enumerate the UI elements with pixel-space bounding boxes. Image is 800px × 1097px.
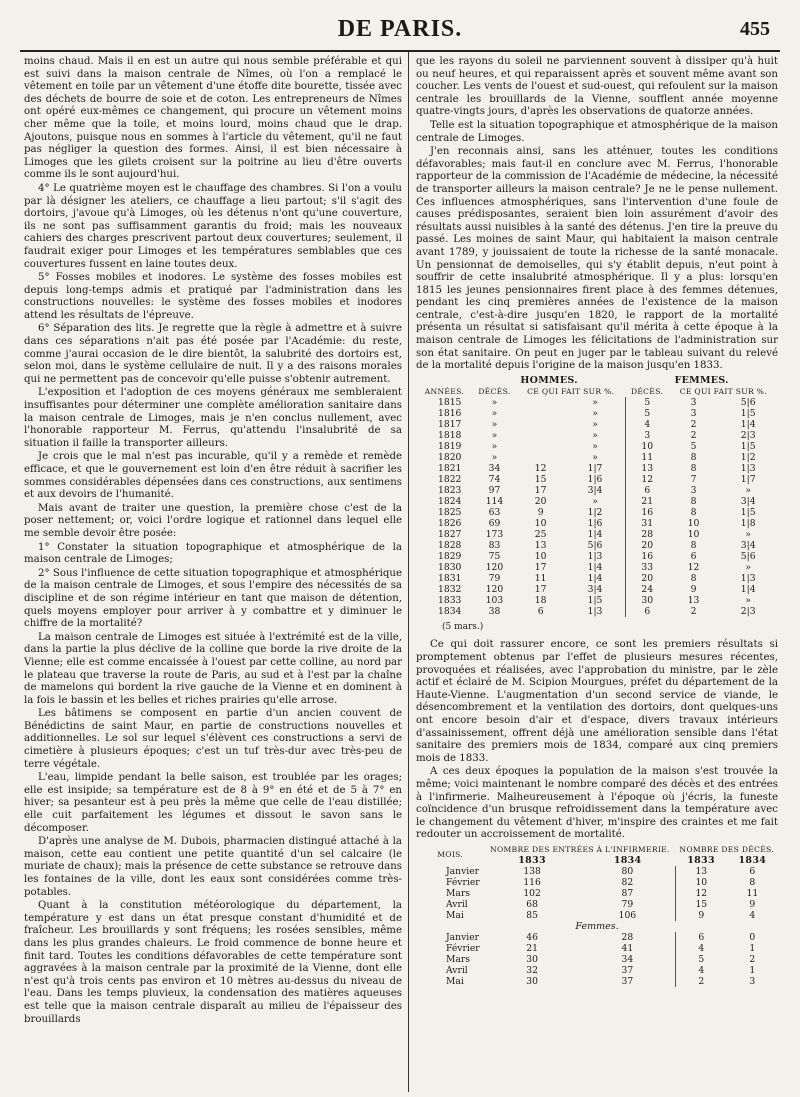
- table-cell: 13: [675, 866, 726, 877]
- table-cell: 30: [526, 975, 538, 987]
- table-row: [416, 430, 778, 441]
- table-cell: 5: [625, 408, 668, 419]
- paragraph: 4° Le quatrième moyen est le chauffage des chambres. Si l'on a voulu par là désigner les ateliers, ce chauffage a lieu partout; s'il s'agit des dortoirs, j'avoue qu'à Limoges, où les détenus n'ont qu'une couverture, ils ne sont pas suffisamment garantis du froid; mais les nouveaux cahiers des charges prescrivent partout deux couvertures; seulement, il faudrait exiger pour Limoges et les températures semblables que ces couvertures fussent en laine toutes deux.: [24, 182, 402, 270]
- table-row: [416, 910, 778, 921]
- table-cell: 1: [749, 942, 756, 954]
- table-cell: 79: [621, 898, 634, 910]
- table-cell: 116: [523, 876, 541, 888]
- table-cell: 3: [690, 407, 697, 419]
- table-cell: 12: [625, 474, 668, 485]
- table-cell: 33: [625, 562, 668, 573]
- table-cell: [516, 430, 565, 441]
- table-cell: 2|3: [740, 429, 756, 441]
- women-subheader: Femmes.: [575, 920, 619, 932]
- table-cell: »: [491, 440, 498, 452]
- table-cell: 16: [625, 507, 668, 518]
- table-cell: 1|7: [740, 473, 756, 485]
- table-cell: 1|5: [587, 594, 603, 606]
- table-cell: 6: [537, 605, 544, 617]
- table-cell: 6: [625, 606, 668, 617]
- men-group-header: HOMMES.: [520, 374, 578, 386]
- table-cell: 3: [625, 430, 668, 441]
- table-cell: 2: [690, 429, 697, 441]
- table-cell: 24: [625, 584, 668, 595]
- month-cell: Avril: [446, 898, 468, 910]
- table-cell: 9: [690, 583, 697, 595]
- table-row: [416, 463, 778, 474]
- table-cell: 8: [690, 506, 697, 518]
- page-number: 455: [740, 18, 770, 40]
- paragraph: L'exposition et l'adoption de ces moyens généraux me sembleraient insuffisantes pour déterminer une complète amélioration sanitaire dans la maison centrale de Limoges, mais je n'en conclus nullement, avec l'honorable rapporteur M. Ferrus, qu'attendu l'insalubrité de sa situation il faille la transporter ailleurs.: [24, 387, 402, 449]
- table-cell: 30: [526, 953, 538, 965]
- table-cell: »: [491, 451, 498, 463]
- table-cell: 8: [690, 451, 697, 463]
- table-cell: 37: [621, 964, 634, 976]
- table-cell: 1|6: [587, 517, 603, 529]
- women-ratio-header: CE QUI FAIT SUR %.: [679, 386, 767, 396]
- table-cell: 21: [625, 496, 668, 507]
- table-cell: 3|4: [587, 484, 603, 496]
- year-header: 1833: [687, 854, 715, 866]
- table-cell: 15: [534, 473, 547, 485]
- year-cell: 1824: [438, 495, 462, 507]
- table-row: [416, 562, 778, 573]
- table-cell: 1|3: [740, 572, 756, 584]
- table-cell: 1|5: [740, 407, 756, 419]
- table-row: [416, 899, 778, 910]
- year-header: 1834: [738, 854, 767, 866]
- table-row: [416, 507, 778, 518]
- year-cell: 1817: [438, 418, 462, 430]
- year-cell: 1820: [438, 451, 462, 463]
- month-cell: Avril: [446, 964, 468, 976]
- table-cell: 5|6: [587, 539, 603, 551]
- table-cell: 12: [687, 561, 700, 573]
- table-cell: »: [491, 396, 498, 408]
- table-cell: 3: [749, 975, 756, 987]
- table-cell: 32: [526, 964, 538, 976]
- table-cell: 1|2: [740, 451, 756, 463]
- table-cell: [516, 397, 565, 408]
- table-cell: 83: [488, 539, 501, 551]
- table-cell: 13: [534, 539, 547, 551]
- table-cell: 1|8: [740, 517, 756, 529]
- year-cell: 1815: [438, 396, 462, 408]
- month-cell: Janvier: [446, 931, 480, 943]
- table-cell: 8: [690, 462, 697, 474]
- table-cell: 0: [749, 931, 756, 943]
- table-cell: 9: [675, 910, 726, 921]
- page-header: [20, 14, 780, 48]
- year-cell: 1823: [438, 484, 462, 496]
- table-cell: 16: [625, 551, 668, 562]
- year-cell: 1826: [438, 517, 462, 529]
- table-cell: [516, 452, 565, 463]
- year-cell: 1831: [438, 572, 462, 584]
- mortality-table-body: [416, 397, 778, 617]
- table-note: (5 mars.): [442, 621, 484, 632]
- column-divider: [408, 52, 409, 1092]
- table-row: [416, 943, 778, 954]
- table-cell: 2|3: [740, 605, 756, 617]
- monthly-table: [416, 844, 778, 987]
- month-cell: Janvier: [446, 865, 480, 877]
- table-cell: 63: [488, 506, 501, 518]
- paragraph: Je crois que le mal n'est pas incurable, qu'il y a remède et remède efficace, et que le gouvernement est loin d'en être réduit à sacrifier les sommes considérables dépensées dans ces constructions, aux sentimens et aux devoirs de l'humanité.: [24, 451, 402, 501]
- paragraph: Ce qui doit rassurer encore, ce sont les premiers résultats si promptement obtenus par l'effet de plusieurs mesures récentes, provoquées et réalisées, avec l'approbation du ministre, par le zèle actif et éclairé de M. Scipion Mourgues, préfet du département de la Haute-Vienne. L'augmentation d'un second service de viande, le désencombrement et la ventilation des dortoirs, dont quelques-uns ont encore besoin d'air et d'espace, divers travaux intérieurs d'assainissement, offrent déjà une amélioration sensible dans l'état sanitaire des premiers mois de 1834, comparé aux cinq premiers mois de 1833.: [416, 639, 778, 764]
- table-cell: 7: [690, 473, 697, 485]
- table-cell: 20: [534, 495, 547, 507]
- men-ratio-header: CE QUI FAIT SUR %.: [527, 386, 615, 396]
- table-cell: 1|4: [740, 418, 756, 430]
- table-row: [416, 408, 778, 419]
- table-cell: 37: [621, 975, 634, 987]
- table-cell: 80: [621, 865, 634, 877]
- year-cell: 1821: [438, 462, 462, 474]
- table-cell: 8: [690, 495, 697, 507]
- table-cell: 17: [534, 583, 547, 595]
- table-cell: 12: [534, 462, 547, 474]
- table-cell: 15: [675, 899, 726, 910]
- paragraph: Mais avant de traiter une question, la première chose c'est de la poser nettement; or, voici l'ordre logique et rationnel dans lequel elle me semble devoir être posée:: [24, 502, 402, 539]
- table-cell: 38: [488, 605, 501, 617]
- table-cell: 20: [625, 573, 668, 584]
- table-row: [416, 485, 778, 496]
- table-cell: 102: [523, 887, 541, 899]
- year-cell: 1830: [438, 561, 462, 573]
- table-cell: 1|4: [740, 583, 756, 595]
- table-cell: 114: [485, 495, 504, 507]
- table-cell: »: [491, 418, 498, 430]
- table-cell: 31: [625, 518, 668, 529]
- table-cell: 10: [687, 517, 700, 529]
- table-cell: 13: [625, 463, 668, 474]
- table-cell: »: [745, 561, 751, 573]
- month-cell: Février: [446, 942, 480, 954]
- page-title: DE PARIS.: [337, 16, 463, 42]
- year-header: 1834: [613, 854, 642, 866]
- paragraph: 2° Sous l'influence de cette situation topographique et atmosphérique de la maison centrale de Limoges, et sous l'empire des nécessités de sa discipline et de son régime intérieur en tant que maison de détention, quels moyens employer pour arriver à y combattre et y diminuer le chiffre de la mortalité?: [24, 567, 402, 630]
- table-cell: 82: [621, 876, 634, 888]
- table-cell: 4: [675, 965, 726, 976]
- table-cell: 5|6: [740, 550, 756, 562]
- table-row: [416, 595, 778, 606]
- table-cell: [516, 419, 565, 430]
- table-row: [416, 441, 778, 452]
- table-cell: 1|5: [740, 506, 756, 518]
- table-cell: »: [592, 418, 598, 430]
- table-cell: 1|7: [587, 462, 603, 474]
- table-cell: 87: [621, 887, 634, 899]
- table-cell: 1|5: [740, 440, 756, 452]
- table-cell: 120: [485, 561, 504, 573]
- table-cell: 3|4: [740, 539, 756, 551]
- table-cell: 18: [534, 594, 547, 606]
- table-cell: 8: [690, 572, 697, 584]
- table-cell: 2: [749, 953, 756, 965]
- paragraph: L'eau, limpide pendant la belle saison, est troublée par les orages; elle est insipide; sa température est de 8 à 9° en été et de 5 à 7° en hiver; sa pesanteur est à peu près la même que celle de l'eau distillée; elle cuit parfaitement les légumes et dissout le savon sans le décomposer.: [24, 772, 402, 834]
- table-cell: 3|4: [740, 495, 756, 507]
- year-cell: 1818: [438, 429, 462, 441]
- table-cell: 74: [488, 473, 501, 485]
- year-cell: 1822: [438, 473, 462, 485]
- table-cell: [516, 441, 565, 452]
- table-cell: 10: [534, 550, 547, 562]
- table-cell: 79: [488, 572, 501, 584]
- table-cell: 1|4: [587, 561, 603, 573]
- year-header: 1833: [518, 854, 546, 866]
- table-cell: 69: [488, 517, 501, 529]
- men-deaths-header: DÉCÈS.: [478, 386, 511, 396]
- table-row: [416, 573, 778, 584]
- table-cell: »: [592, 407, 598, 419]
- table-cell: [516, 408, 565, 419]
- table-cell: 6: [625, 485, 668, 496]
- month-cell: Mars: [446, 887, 470, 899]
- table-cell: 103: [485, 594, 504, 606]
- women-group-header: FEMMES.: [674, 374, 729, 386]
- table-cell: 1: [749, 964, 756, 976]
- table-cell: »: [491, 407, 498, 419]
- table-cell: 3: [690, 396, 697, 408]
- entries-column-header: NOMBRE DES ENTRÉES À L'INFIRMERIE.: [490, 844, 670, 854]
- table-cell: 3: [690, 484, 697, 496]
- mortality-table: [416, 375, 778, 617]
- year-cell: 1827: [438, 528, 462, 540]
- table-cell: 75: [488, 550, 501, 562]
- paragraph: Quant à la constitution météorologique du département, la température y est dans un état presque constant d'humidité et de fraîcheur. Les brouillards y sont fréquens; les rosées sensibles, même dans les plus grandes chaleurs. Le froid commence de bonne heure et finit tard. Toutes les conditions défavorables de cette température sont aggravées à la maison centrale par la proximité de la Vienne, dont elle n'est qu'à trois cents pas environ et 10 mètres au-dessus du niveau de l'eau. Dans les temps pluvieux, la condensation des matières aqueuses est telle que la maison centrale disparaît au milieu de l'épaisseur des brouillards: [24, 900, 402, 1025]
- table-row: [416, 518, 778, 529]
- table-cell: 106: [618, 909, 637, 921]
- table-row: [416, 474, 778, 485]
- table-cell: 1|2: [587, 506, 603, 518]
- table-cell: 5: [625, 397, 668, 408]
- table-cell: 17: [534, 561, 547, 573]
- table-row: [416, 419, 778, 430]
- table-cell: 17: [534, 484, 547, 496]
- table-cell: 2: [675, 976, 726, 987]
- table-cell: 8: [690, 539, 697, 551]
- paragraph: que les rayons du soleil ne parviennent souvent à dissiper qu'à huit ou neuf heures, et qui reparaissent après et souvent même avant son coucher. Les vents de l'ouest et sud-ouest, qui refoulent sur la maison centrale les brouillards de la Vienne, soufflent année moyenne quatre-vingts jours, d'après les observations de quatorze années.: [416, 56, 778, 118]
- table-cell: 12: [675, 888, 726, 899]
- table-cell: 6: [690, 550, 697, 562]
- paragraph: Les bâtimens se composent en partie d'un ancien couvent de Bénédictins de saint Maur, en partie de constructions nouvelles et additionnelles. Le sol sur lequel s'élèvent ces constructions a servi de cimetière à plusieurs époques; c'est un tuf très-dur avec très-peu de terre végétale.: [24, 708, 402, 770]
- table-cell: 10: [687, 528, 700, 540]
- table-cell: »: [592, 495, 598, 507]
- table-cell: 1|3: [587, 550, 603, 562]
- table-cell: 8: [749, 876, 756, 888]
- table-row: [416, 932, 778, 943]
- table-cell: 9: [537, 506, 544, 518]
- paragraph: moins chaud. Mais il en est un autre qui nous semble préférable et qui est suivi dans la maison centrale de Nîmes, où l'on a remplacé le vêtement en toile par un vêtement d'une étoffe dite bourette, tissée avec des déchets de bourre de soie et de coton. Les entrepreneurs de Nîmes ont opéré eux-mêmes ce changement, qui procure un vêtement moins cher même que la toile, et moins lourd, moins chaud que le drap. Ajoutons, puisque nous en sommes à l'article du vêtement, qu'il ne faut pas négliger la question des formes. Ainsi, il est bien nécessaire à Limoges que les gilets croisent sur la poitrine au lieu d'être ouverts comme ils le sont aujourd'hui.: [24, 56, 402, 181]
- table-row: [416, 551, 778, 562]
- table-cell: 4: [749, 909, 756, 921]
- table-cell: 10: [675, 877, 726, 888]
- table-cell: »: [745, 594, 751, 606]
- table-cell: 13: [687, 594, 700, 606]
- paragraph: 1° Constater la situation topographique et atmosphérique de la maison centrale de Limoges;: [24, 541, 402, 566]
- table-cell: 2: [690, 605, 697, 617]
- table-row: [416, 397, 778, 408]
- table-cell: 28: [621, 931, 634, 943]
- month-cell: Mars: [446, 953, 470, 965]
- table-cell: 6: [675, 932, 726, 943]
- table-cell: »: [592, 396, 598, 408]
- table-cell: 41: [621, 942, 634, 954]
- paragraph: Telle est la situation topographique et atmosphérique de la maison centrale de Limoges.: [416, 119, 778, 144]
- year-cell: 1833: [438, 594, 462, 606]
- paragraph: La maison centrale de Limoges est située à l'extrémité est de la ville, dans la partie la plus déclive de la colline que borde la rive droite de la Vienne; elle est comme encaissée à l'ouest par cette colline, au nord par le plateau que traverse la route de Paris, au sud et à l'est par la chaîne de mamelons qui bordent la rive gauche de la Vienne et en dominent à la fois le bassin et les belles et riches prairies qu'elle arrose.: [24, 631, 402, 706]
- year-cell: 1834: [438, 605, 462, 617]
- year-cell: 1832: [438, 583, 462, 595]
- table-cell: 34: [488, 462, 501, 474]
- table-cell: 173: [485, 528, 504, 540]
- table-cell: 6: [749, 865, 756, 877]
- table-cell: 138: [523, 865, 541, 877]
- table-cell: 10: [534, 517, 547, 529]
- table-cell: 1|4: [587, 528, 603, 540]
- table-row: [416, 866, 778, 877]
- table-cell: 11: [625, 452, 668, 463]
- table-cell: »: [745, 528, 751, 540]
- paragraph: A ces deux époques la population de la maison s'est trouvée la même; voici maintenant le nombre comparé des décès et des entrées à l'infirmerie. Malheureusement à l'époque où j'écris, la funeste coïncidence d'un brusque refroidissement dans la température avec le changement du vêtement d'hiver, m'inspire des craintes et me fait redouter un accroissement de mortalité.: [416, 766, 778, 841]
- table-cell: 3|4: [587, 583, 603, 595]
- table-row: [416, 976, 778, 987]
- table-cell: »: [592, 451, 598, 463]
- year-cell: 1828: [438, 539, 462, 551]
- table-cell: 34: [621, 953, 634, 965]
- year-cell: 1825: [438, 506, 462, 518]
- table-row: [416, 877, 778, 888]
- table-row: [416, 584, 778, 595]
- table-cell: 85: [526, 909, 538, 921]
- table-cell: 1|3: [587, 605, 603, 617]
- table-cell: 11: [746, 887, 759, 899]
- year-cell: 1829: [438, 550, 462, 562]
- table-cell: 120: [485, 583, 504, 595]
- year-cell: 1816: [438, 407, 462, 419]
- table-cell: 11: [534, 572, 547, 584]
- month-cell: Mai: [446, 909, 464, 921]
- paragraph: J'en reconnais ainsi, sans les atténuer, toutes les conditions défavorables; mais faut-il en conclure avec M. Ferrus, l'honorable rapporteur de la commission de l'Académie de médecine, la nécessité de transporter ailleurs la maison centrale? Je ne le pense nullement. Ces influences atmosphériques, sans l'intervention d'une foule de causes prédisposantes, seraient bien loin assurément d'avoir des résultats aussi nuisibles à la santé des détenus. J'en tire la preuve du passé. Les moines de saint Maur, qui habitaient la maison centrale avant 1789, y jouissaient de toute la richesse de la santé monacale. Un pensionnat de demoiselles, qui s'y établit depuis, n'eut point à souffrir de cette insalubrité atmosphérique. Il y a plus: lorsqu'en 1815 les jeunes pensionnaires firent place à des femmes détenues, pendant les cinq premières années de l'existence de la maison centrale, c'est-à-dire jusqu'en 1820, le rapport de la mortalité présenta un résultat si satisfaisant qu'il mérita à cette époque à la maison centrale de Limoges les félicitations de l'administration sur son état sanitaire. On peut en juger par le tableau suivant du relevé de la mortalité depuis l'origine de la maison jusqu'en 1833.: [416, 146, 778, 372]
- table-cell: 46: [526, 931, 538, 943]
- table-cell: »: [745, 484, 751, 496]
- paragraph: 6° Séparation des lits. Je regrette que la règle à admettre et à suivre dans ces séparations n'ait pas été posée par l'Académie: du reste, comme j'aurai occasion de le dire bientôt, la salubrité des dortoirs est, selon moi, dans le système cellulaire de nuit. Il y a des raisons morales qui ne permettent pas de concevoir qu'elle puisse s'obtenir autrement.: [24, 323, 402, 385]
- table-cell: 5: [675, 954, 726, 965]
- table-cell: 10: [625, 441, 668, 452]
- month-cell: Février: [446, 876, 480, 888]
- paragraph: D'après une analyse de M. Dubois, pharmacien distingué attaché à la maison, cette eau contient une petite quantité d'un sel calcaire (le muriate de chaux); mais la présence de cette substance se retrouve dans les fontaines de la ville, dont les eaux sont considérées comme très-potables.: [24, 836, 402, 898]
- table-cell: 28: [625, 529, 668, 540]
- table-row: [416, 954, 778, 965]
- left-column: [24, 56, 402, 1027]
- table-cell: 21: [526, 942, 538, 954]
- monthly-women-body: [416, 932, 778, 987]
- right-column: [416, 56, 778, 991]
- table-row: [416, 496, 778, 507]
- table-cell: 1|4: [587, 572, 603, 584]
- table-cell: 2: [690, 418, 697, 430]
- monthly-men-body: [416, 866, 778, 921]
- year-cell: 1819: [438, 440, 462, 452]
- table-cell: 4: [625, 419, 668, 430]
- table-row: [416, 529, 778, 540]
- women-deaths-header: DÉCÈS.: [630, 386, 664, 396]
- table-cell: 1|6: [587, 473, 603, 485]
- table-cell: 4: [675, 943, 726, 954]
- table-row: [416, 606, 778, 617]
- table-cell: 25: [534, 528, 547, 540]
- month-cell: Mai: [446, 975, 464, 987]
- table-row: [416, 888, 778, 899]
- year-column-header: ANNÉES.: [424, 386, 465, 396]
- table-row: [416, 452, 778, 463]
- table-cell: 1|3: [740, 462, 756, 474]
- paragraph: 5° Fosses mobiles et inodores. Le système des fosses mobiles est depuis long-temps admis et pratiqué par l'administration dans les constructions nouvelles: le système des fosses mobiles et inodores attend les résultats de l'épreuve.: [24, 272, 402, 321]
- table-cell: »: [592, 429, 598, 441]
- table-cell: 5|6: [740, 396, 756, 408]
- header-rule: [20, 50, 780, 52]
- table-cell: 68: [526, 898, 538, 910]
- table-cell: »: [592, 440, 598, 452]
- table-cell: 30: [625, 595, 668, 606]
- deaths-column-header: NOMBRE DES DÉCÈS.: [679, 844, 774, 854]
- table-row: [416, 540, 778, 551]
- table-cell: 20: [625, 540, 668, 551]
- table-cell: 97: [488, 484, 501, 496]
- table-cell: »: [491, 429, 498, 441]
- table-row: [416, 965, 778, 976]
- table-cell: 9: [749, 898, 756, 910]
- month-column-header: MOIS.: [437, 850, 464, 860]
- table-cell: 5: [690, 440, 697, 452]
